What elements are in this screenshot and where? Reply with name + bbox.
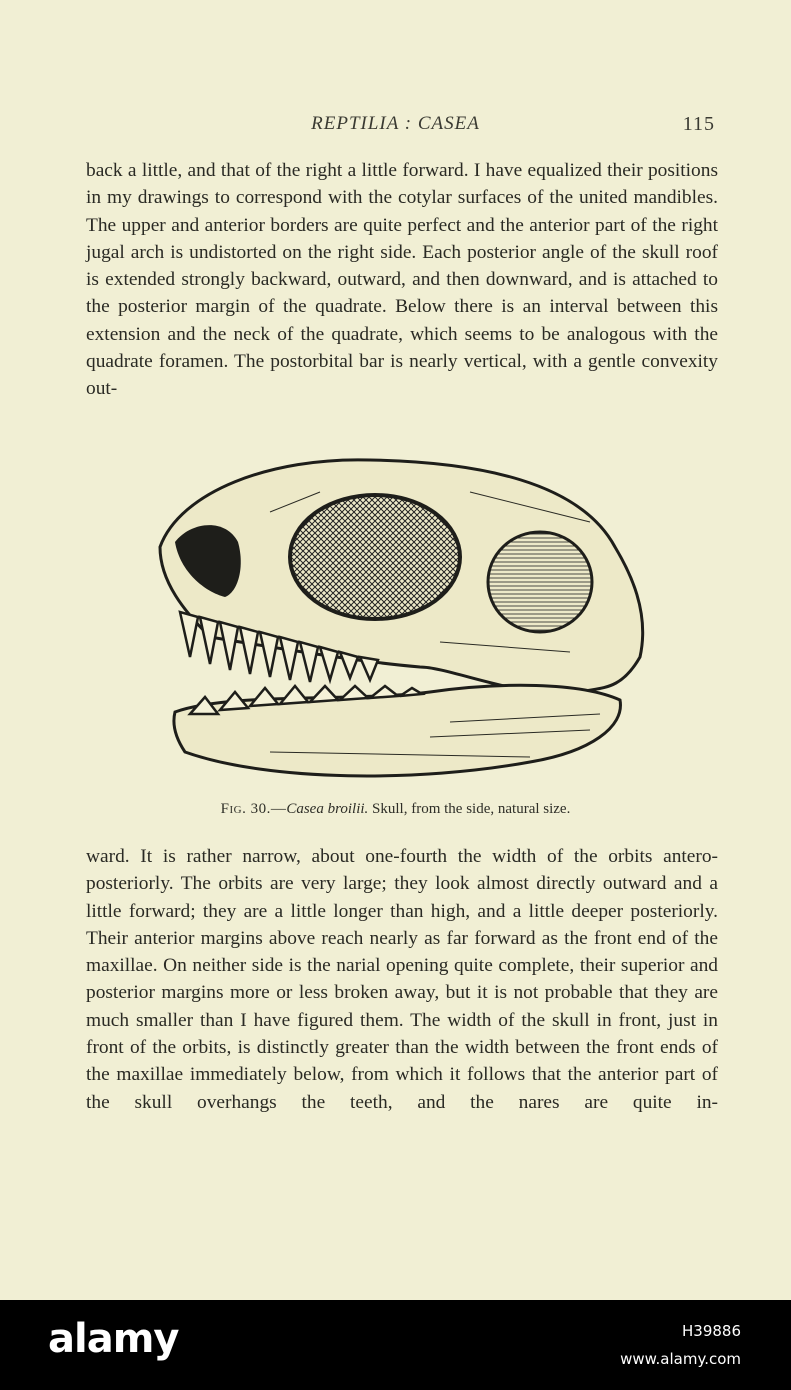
page-number: 115 bbox=[682, 113, 715, 135]
alamy-logo: alamy bbox=[48, 1316, 179, 1362]
running-head: REPTILIA : CASEA bbox=[311, 113, 480, 134]
skull-illustration bbox=[150, 452, 650, 787]
caption-text: Skull, from the side, natural size. bbox=[368, 801, 571, 817]
figure-caption bbox=[0, 801, 791, 818]
temporal-fenestra bbox=[290, 495, 460, 619]
orbit bbox=[488, 532, 592, 632]
caption-figure-number: Fig. 30.— bbox=[220, 801, 287, 817]
paragraph-top: back a little, and that of the right a little forward. I have equalized their positions in my drawings to correspond with the cotylar surfaces of the united mandibles. The upper and anterior borders are quite perfect and the anterior part of the right jugal arch is undistorted on the right side. Each posterior angle of the skull roof is extended strongly backward, outward, and then downward, and is attached to the posterior margin of the quadrate. Below there is an interval between this extension and the neck of the quadrate, which seems to be analogous with the quadrate foramen. The postorbital bar is nearly vertical, with a gentle convexity out- bbox=[86, 160, 718, 400]
image-id: H39886 bbox=[682, 1322, 741, 1340]
watermark-footer bbox=[0, 1300, 791, 1390]
page-header bbox=[0, 110, 791, 140]
caption-species: Casea broilii. bbox=[286, 801, 369, 817]
paragraph-bottom: ward. It is rather narrow, about one-fourth the width of the orbits antero-posteriorly. The orbits are very large; they look almost directly outward and a little forward; they are a little longer than high, and a little deeper posteriorly. Their anterior margins above reach nearly as far forward as the front end of the maxillae. On neither side is the narial opening quite complete, their superior and posterior margins more or less broken away, but it is not probable that they are much smaller than I have figured them. The width of the skull in front, just in front of the orbits, is distinctly greater than the width between the front ends of the maxillae immediately below, from which it follows that the anterior part of the skull overhangs the teeth, and the nares are quite in- bbox=[86, 846, 718, 1113]
site-url: www.alamy.com bbox=[620, 1350, 741, 1368]
